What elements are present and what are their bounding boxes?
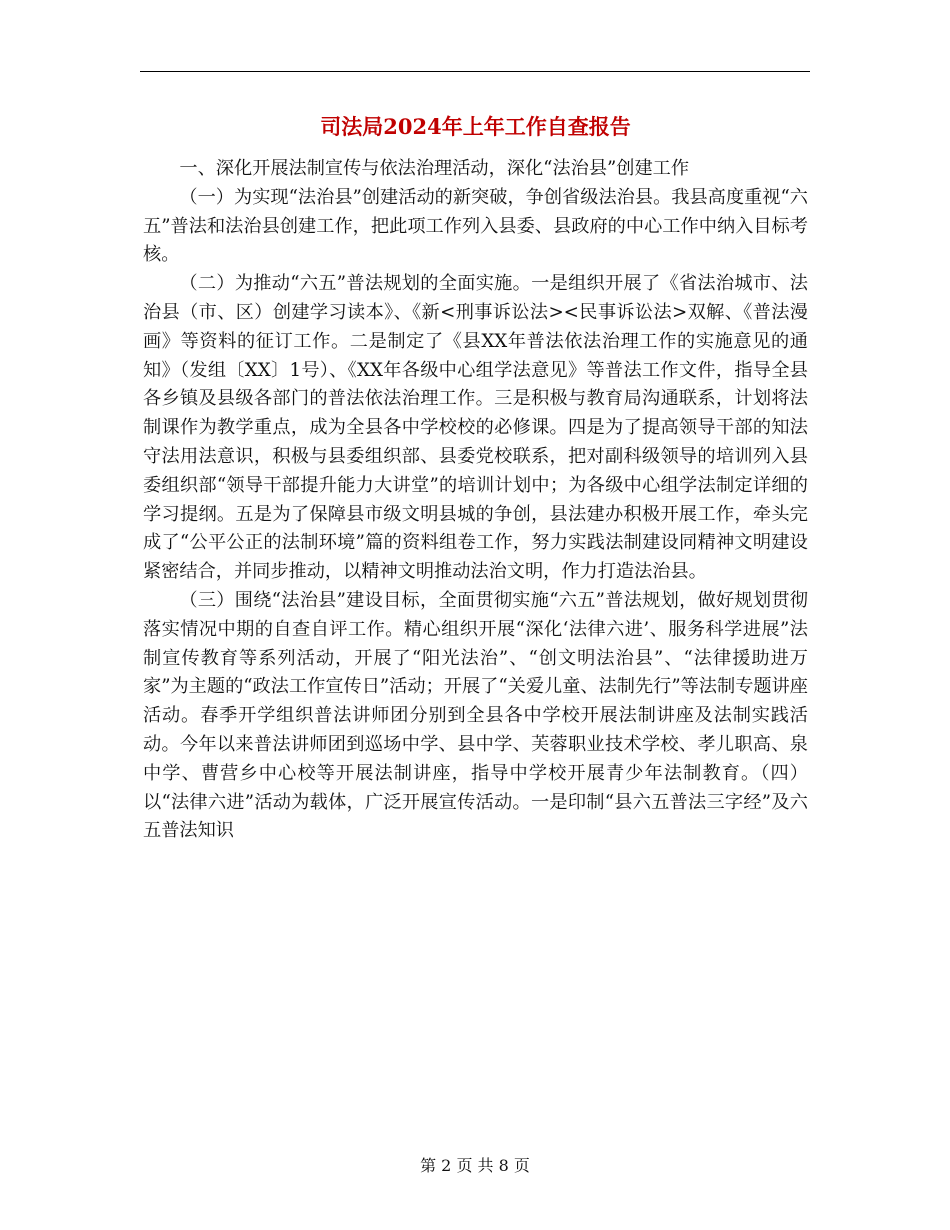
header-rule (140, 71, 810, 72)
paragraph-1: （一）为实现“法治县”创建活动的新突破，争创省级法治县。我县高度重视“六五”普法和法治县创建工作，把此项工作列入县委、县政府的中心工作中纳入目标考核。 (143, 186, 808, 266)
document-title: 司法局2024年上年工作自查报告 (320, 114, 631, 139)
page-number: 第 2 页 共 8 页 (420, 1156, 530, 1175)
document-body (143, 108, 808, 846)
paragraph-3: （三）围绕“法治县”建设目标，全面贯彻实施“六五”普法规划，做好规划贯彻落实情况中期的自查自评工作。精心组织开展“深化‘法律六进’、服务科学进展”法制宣传教育等系列活动，开展了“阳光法治”、“创文明法治县”、“法律援助进万家”为主题的“政法工作宣传日”活动；开展了“关爱儿童、法制先行”等法制专题讲座活动。春季开学组织普法讲师团分别到全县各中学校开展法制讲座及法制实践活动。今年以来普法讲师团到巡场中学、县中学、芙蓉职业技术学校、孝儿职高、泉中学、曹营乡中心校等开展法制讲座，指导中学校开展青少年法制教育。（四）以“法律六进”活动为载体，广泛开展宣传活动。一是印制“县六五普法三字经”及六五普法知识 (143, 589, 808, 842)
section-heading-1: 一、深化开展法制宣传与依法治理活动，深化“法治县”创建工作 (179, 158, 690, 179)
paragraph-2: （二）为推动“六五”普法规划的全面实施。一是组织开展了《省法治城市、法治县（市、区）创建学习读本》、《新<刑事诉讼法><民事诉讼法>双解、《普法漫画》等资料的征订工作。二是制定了《县XX年普法依法治理工作的实施意见的通知》（发组〔XX〕1号）、《XX年各级中心组学法意见》等普法工作文件，指导全县各乡镇及县级各部门的普法依法治理工作。三是积极与教育局沟通联系，计划将法制课作为教学重点，成为全县各中学校校的必修课。四是为了提高领导干部的知法守法用法意识，积极与县委组织部、县委党校联系，把对副科级领导的培训列入县委组织部“领导干部提升能力大讲堂”的培训计划中；为各级中心组学法制定详细的学习提纲。五是为了保障县市级文明县城的争创，县法建办积极开展工作，牵头完成了“公平公正的法制环境”篇的资料组卷工作，努力实践法制建设同精神文明建设紧密结合，并同步推动，以精神文明推动法治文明，作力打造法治县。 (143, 273, 808, 583)
